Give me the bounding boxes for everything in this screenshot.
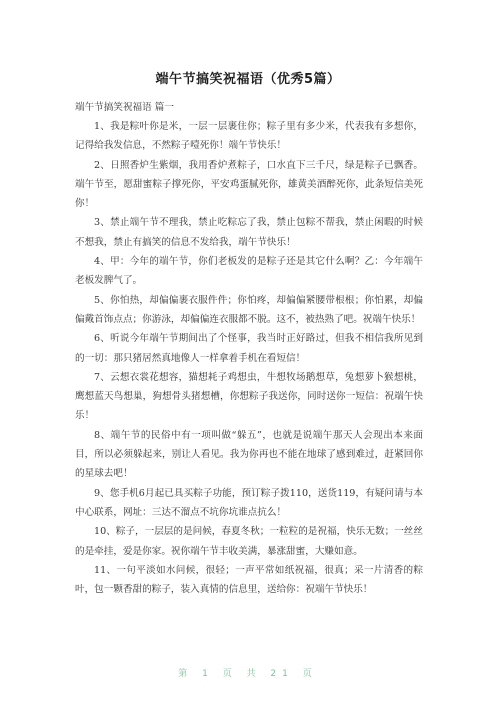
- paragraph-7: 7、云想衣裳花想容，猫想耗子鸡想虫，牛想牧场鹅想草，兔想萝卜猴想桃，鹰想蓝天鸟想巢，狗想骨头猪想槽，你想粽子我送你，同时送你一短信：祝端午快乐！: [75, 371, 423, 422]
- paragraph-1: 1、我是粽叶你是米，一层一层裹住你；粽子里有多少米，代表我有多想你，记得给我发信息，不然粽子噎死你！端午节快乐！: [75, 121, 423, 152]
- paragraph-10: 10、粽子，一层层的是问候，春夏冬秋；一粒粒的是祝福，快乐无数；一丝丝的是牵挂，爱是你家。祝你端午节丰收美满，暴涨甜蜜，大赚如意。: [75, 526, 423, 557]
- document-body: [75, 117, 423, 599]
- paragraph-3: 3、禁止端午节不理我，禁止吃粽忘了我，禁止包粽不帮我，禁止闲暇的时候不想我，禁止有搞笑的信息不发给我，端午节快乐！: [75, 217, 423, 248]
- paragraph-9: 9、您手机6月起已具买粽子功能，预订粽子拨110，送货119，有疑问请与本中心联系，网址：三达不溜点不坑你坑谁点抗么！: [75, 487, 423, 518]
- paragraph-5: 5、你怕热，却偏偏裹衣服件件；你怕疼，却偏偏紧腰带根根；你怕累，却偏偏戴首饰点点；你游泳，却偏偏连衣服都不脱。这不，被热熟了吧。祝端午快乐！: [75, 294, 423, 325]
- paragraph-4: 4、甲：今年的端午节，你们老板发的是粽子还是其它什么啊？乙：今年端午老板发脾气了。: [75, 256, 423, 287]
- document-title: 端午节搞笑祝福语（优秀5篇）: [155, 72, 341, 87]
- page-number-footer: 第 1 页 共 21 页: [178, 669, 318, 679]
- paragraph-6: 6、听说今年端午节期间出了个怪事，我当时正好路过，但我不相信我所见到的一切：那只猪居然真地像人一样拿着手机在看短信！: [75, 333, 423, 364]
- paragraph-11: 11、一句平淡如水问候，很轻；一声平常如纸祝福，很真；采一片清香的粽叶，包一颗香甜的粽子，装入真情的信息里，送给你：祝端午节快乐！: [75, 564, 423, 596]
- section-heading: 端午节搞笑祝福语 篇一: [75, 102, 174, 113]
- paragraph-2: 2、日照香炉生紫烟，我用香炉煮粽子，口水直下三千尺，绿是粽子已飘香。端午节至，愿甜蜜粽子撑死你，平安鸡蛋腻死你，雄黄美酒醉死你，此条短信美死你！: [75, 159, 423, 210]
- paragraph-8: 8、端午节的民俗中有一项叫做“躲五”，也就是说端午那天人会现出本来面目，所以必须躲起来，别让人看见。我为你再也不能在地球了感到难过，赶紧回你的星球去吧！: [75, 429, 423, 480]
